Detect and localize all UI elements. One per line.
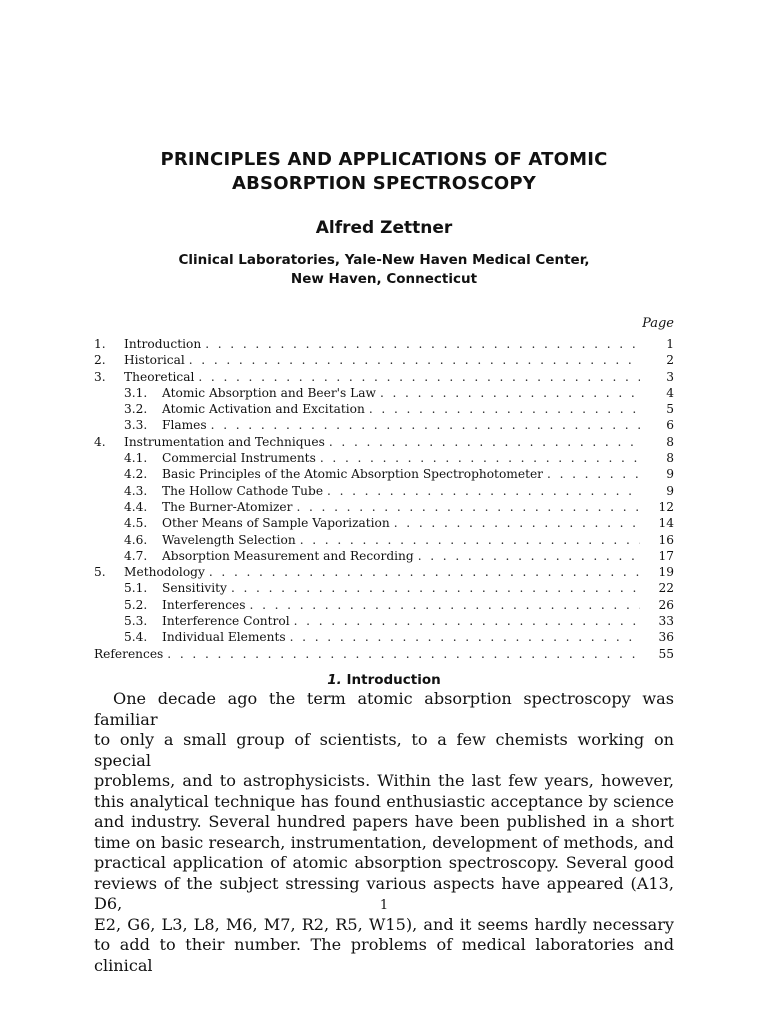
toc-entry: [94, 597, 674, 613]
toc-entry-label: Interference Control: [162, 614, 290, 629]
toc-entry-page: 19: [658, 565, 674, 580]
toc-entry-number: 4.6.: [124, 532, 148, 547]
toc-entry: [94, 515, 674, 531]
toc-leader-dots: [380, 385, 640, 401]
body-line: time on basic research, instrumentation, development of methods, and: [94, 832, 674, 852]
toc-entry-number: 4.3.: [124, 483, 148, 498]
body-line: E2, G6, L3, L8, M6, M7, R2, R5, W15), and it seems hardly necessary: [94, 914, 674, 934]
toc-entry-number: 5.4.: [124, 630, 148, 645]
toc-entry-page: 9: [666, 483, 674, 498]
toc-entry: [94, 499, 674, 515]
toc-entry-label: Methodology: [124, 565, 205, 580]
toc-entry: [94, 401, 674, 417]
toc-entry-label: The Burner-Atomizer: [162, 499, 293, 514]
toc-entry: [94, 613, 674, 629]
toc-leader-dots: [250, 597, 640, 613]
author-name: Alfred Zettner: [315, 218, 453, 238]
body-line: and industry. Several hundred papers have been published in a short: [94, 812, 674, 831]
toc-entry-page: 33: [658, 614, 674, 629]
toc-entry-label: The Hollow Cathode Tube: [162, 483, 324, 498]
affiliation-line-1: Clinical Laboratories, Yale-New Haven Medical Center,: [178, 252, 590, 268]
toc-entry: [94, 352, 674, 368]
toc-entry-page: 8: [666, 434, 674, 449]
toc-entry-label: Theoretical: [124, 369, 195, 384]
toc-entry-page: 36: [658, 630, 674, 645]
toc-leader-dots: [189, 352, 640, 368]
toc-entry: [94, 629, 674, 645]
title-line-1: PRINCIPLES AND APPLICATIONS OF ATOMIC: [160, 149, 608, 170]
toc-leader-dots: [327, 483, 640, 499]
toc-leader-dots: [369, 401, 640, 417]
body-line: reviews of the subject stressing various aspects have appeared (A13, D6,: [94, 873, 674, 913]
table-of-contents: [94, 336, 674, 662]
toc-entry-number: 1.: [94, 337, 106, 351]
body-line: to add to their number. The problems of medical laboratories and clinical: [94, 935, 674, 975]
toc-leader-dots: [211, 417, 640, 433]
toc-entry-label: Commercial Instruments: [162, 451, 316, 466]
toc-entry-label: Flames: [162, 418, 207, 433]
toc-entry-label: References: [94, 646, 164, 661]
toc-page-header: Page: [642, 316, 674, 331]
body-text: [94, 689, 674, 976]
toc-entry: [94, 450, 674, 466]
section-number: 1.: [327, 672, 342, 688]
toc-leader-dots: [294, 613, 640, 629]
toc-entry-number: 4.: [94, 434, 106, 449]
toc-entry-number: 5.: [94, 565, 106, 580]
toc-entry-number: 3.: [94, 369, 106, 384]
section-heading: [0, 672, 768, 688]
toc-leader-dots: [329, 434, 640, 450]
toc-entry-page: 26: [658, 597, 674, 612]
toc-leader-dots: [418, 548, 640, 564]
toc-entry-number: 4.5.: [124, 516, 148, 531]
toc-entry-label: Sensitivity: [162, 581, 227, 596]
toc-entry-label: Other Means of Sample Vaporization: [162, 516, 390, 531]
body-line: problems, and to astrophysicists. Within the last few years, however,: [94, 771, 674, 790]
toc-entry-page: 3: [666, 369, 674, 384]
toc-entry-number: 4.2.: [124, 467, 148, 482]
toc-leader-dots: [167, 646, 640, 662]
toc-entry-label: Basic Principles of the Atomic Absorption Spectrophotometer: [162, 467, 544, 482]
toc-entry-label: Introduction: [124, 337, 202, 351]
toc-leader-dots: [320, 450, 640, 466]
toc-entry: [94, 532, 674, 548]
toc-entry: [94, 580, 674, 596]
toc-entry-page: 14: [658, 516, 674, 531]
toc-entry-label: Individual Elements: [162, 630, 286, 645]
toc-entry-page: 16: [658, 532, 674, 547]
toc-leader-dots: [394, 515, 640, 531]
toc-entry-page: 2: [666, 353, 674, 368]
affiliation-line-2: New Haven, Connecticut: [290, 271, 478, 287]
toc-entry-page: 22: [658, 581, 674, 596]
toc-leader-dots: [296, 499, 640, 515]
toc-entry-label: Interferences: [162, 597, 246, 612]
body-line: One decade ago the term atomic absorption spectroscopy was familiar: [94, 689, 674, 729]
toc-entry: [94, 483, 674, 499]
toc-entry: [94, 564, 674, 580]
page-number: 1: [379, 898, 389, 913]
toc-entry: [94, 417, 674, 433]
toc-entry: [94, 385, 674, 401]
section-title: Introduction: [346, 672, 441, 688]
paper-title: [0, 148, 768, 196]
title-line-2: ABSORPTION SPECTROSCOPY: [232, 173, 536, 194]
toc-entry-number: 5.1.: [124, 581, 148, 596]
body-line: practical application of atomic absorption spectroscopy. Several good: [94, 853, 674, 872]
toc-entry: [94, 466, 674, 482]
toc-entry: [94, 336, 674, 352]
toc-leader-dots: [290, 629, 640, 645]
toc-entry-label: Atomic Absorption and Beer's Law: [162, 385, 376, 400]
toc-entry-label: Wavelength Selection: [162, 532, 296, 547]
toc-entry-label: Absorption Measurement and Recording: [162, 548, 414, 563]
body-line: to only a small group of scientists, to a few chemists working on special: [94, 730, 674, 770]
toc-entry: [94, 548, 674, 564]
toc-entry-page: 55: [658, 646, 674, 661]
toc-entry-number: 4.1.: [124, 451, 148, 466]
toc-entry-page: 5: [666, 402, 674, 417]
toc-entry-page: 17: [658, 548, 674, 563]
toc-entry-number: 5.3.: [124, 614, 148, 629]
toc-leader-dots: [547, 466, 640, 482]
toc-entry-number: 2.: [94, 353, 106, 368]
toc-entry: [94, 434, 674, 450]
toc-leader-dots: [209, 564, 640, 580]
toc-entry-label: Historical: [124, 353, 185, 368]
toc-entry: [94, 369, 674, 385]
toc-leader-dots: [300, 532, 640, 548]
toc-entry-number: 3.3.: [124, 418, 148, 433]
toc-entry-page: 9: [666, 467, 674, 482]
toc-leader-dots: [205, 336, 640, 352]
toc-entry-number: 4.4.: [124, 499, 148, 514]
toc-entry-number: 3.1.: [124, 385, 148, 400]
toc-entry-label: Atomic Activation and Excitation: [162, 402, 365, 417]
toc-entry-page: 6: [666, 418, 674, 433]
toc-entry-label: Instrumentation and Techniques: [124, 434, 325, 449]
toc-entry-page: 12: [658, 499, 674, 514]
body-line: this analytical technique has found enthusiastic acceptance by science: [94, 791, 674, 811]
toc-entry-number: 3.2.: [124, 402, 148, 417]
toc-leader-dots: [231, 580, 640, 596]
affiliation: [0, 251, 768, 289]
toc-entry-number: 5.2.: [124, 597, 148, 612]
toc-entry-page: 8: [666, 451, 674, 466]
toc-entry-page: 4: [666, 385, 674, 400]
toc-entry-page: 1: [666, 337, 674, 351]
toc-entry-number: 4.7.: [124, 548, 148, 563]
toc-entry: [94, 646, 674, 662]
toc-leader-dots: [198, 369, 640, 385]
